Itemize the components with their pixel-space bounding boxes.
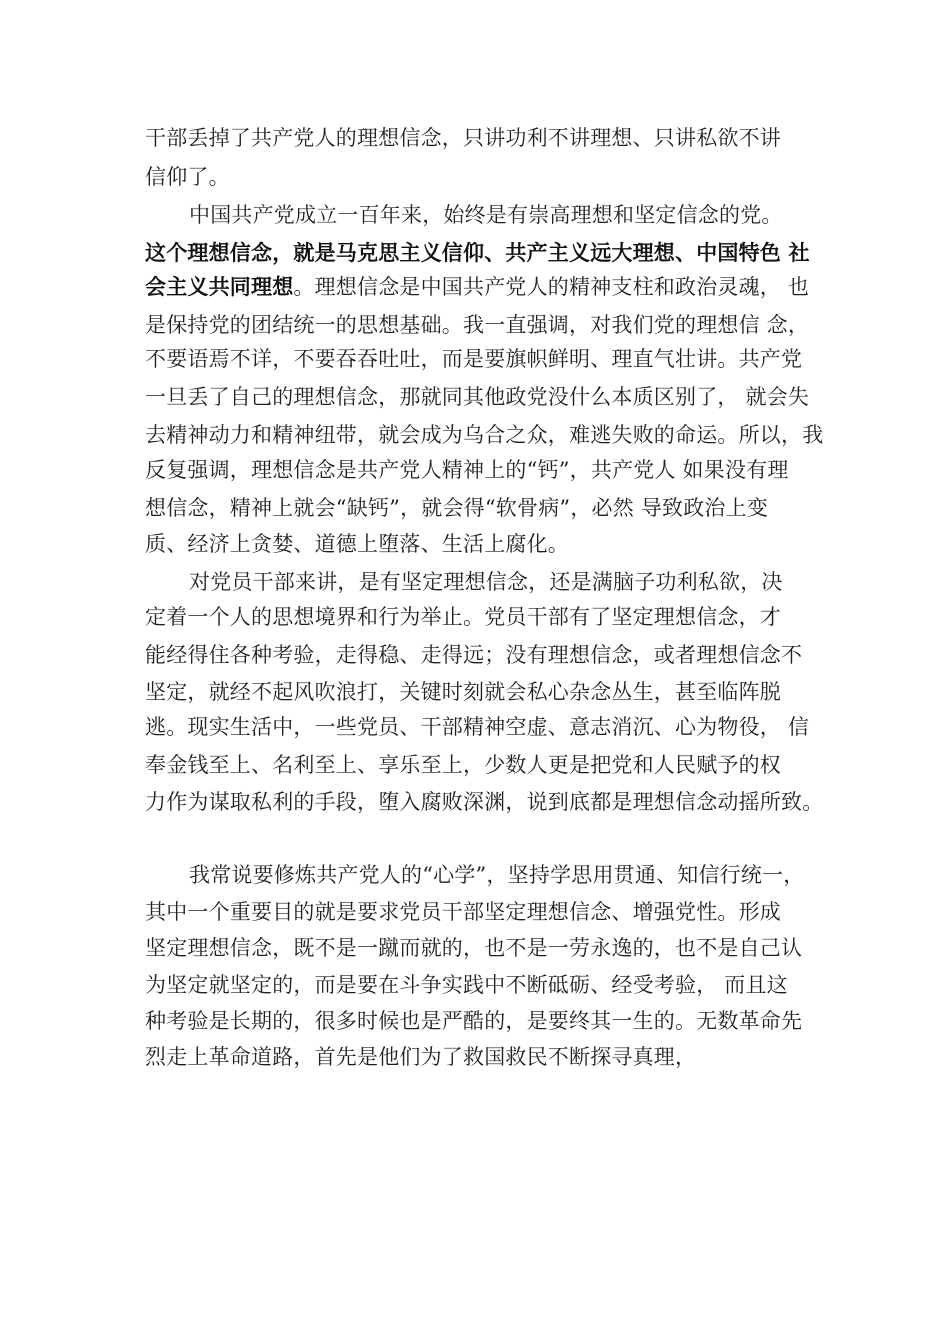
paragraph-start-line: 我常说要修炼共产党人的“心学”，坚持学思用贯通、知信行统一， (189, 863, 805, 887)
text-line: 一旦丢了自己的理想信念，那就同其他政党没什么本质区别了， 就会失 (145, 385, 810, 409)
text-line: 不要语焉不详，不要吞吞吐吐，而是要旗帜鲜明、理直气壮讲。共产党 (145, 347, 803, 371)
text-line: 坚定，就经不起风吹浪打，关键时刻就会私心杂念丛生，甚至临阵脱 (145, 680, 781, 704)
text-line: 为坚定就坚定的，而是要在斗争实践中不断砥砺、经受考验， 而且这 (145, 973, 788, 997)
text-line: 想信念，精神上就会“缺钙”，就会得“软骨病”，必然 导致政治上变 (145, 496, 769, 520)
text-line: 奉金钱至上、名利至上、享乐至上，少数人更是把党和人民赋予的权 (145, 753, 781, 777)
mixed-text-line: 会主义共同理想。理想信念是中国共产党人的精神支柱和政治灵魂， 也 (145, 274, 810, 299)
text-line: 去精神动力和精神纽带，就会成为乌合之众，难逃失败的命运。所以，我 (145, 423, 824, 447)
text-line: 坚定理想信念，既不是一蹴而就的，也不是一劳永逸的，也不是自己认 (145, 936, 803, 960)
text-line: 反复强调，理想信念是共产党人精神上的“钙”，共产党人 如果没有理 (145, 458, 789, 482)
text-line: 定着一个人的思想境界和行为举止。党员干部有了坚定理想信念，才 (145, 605, 781, 629)
text-line: 是保持党的团结统一的思想基础。我一直强调，对我们党的理想信 念， (145, 313, 810, 337)
text-line: 干部丢掉了共产党人的理想信念，只讲功利不讲理想、只讲私欲不讲 (145, 126, 781, 150)
text-line: 力作为谋取私利的手段，堕入腐败深渊，说到底都是理想信念动摇所致。 (145, 790, 824, 814)
text-line: 逃。现实生活中，一些党员、干部精神空虚、意志消沉、心为物役， 信 (145, 715, 810, 739)
text-line: 信仰了。 (145, 165, 230, 189)
text-line: 质、经济上贪婪、道德上堕落、生活上腐化。 (145, 532, 569, 556)
paragraph-start-line: 对党员干部来讲，是有坚定理想信念，还是满脑子功利私欲，决 (189, 570, 783, 594)
bold-text-line: 这个理想信念，就是马克思主义信仰、共产主义远大理想、中国特色 社 (145, 240, 810, 265)
text-line: 种考验是长期的，很多时候也是严酷的，是要终其一生的。无数革命先 (145, 1009, 803, 1033)
text-line: 能经得住各种考验，走得稳、走得远；没有理想信念，或者理想信念不 (145, 643, 803, 667)
text-line: 其中一个重要目的就是要求党员干部坚定理想信念、增强党性。形成 (145, 900, 781, 924)
text-line: 烈走上革命道路，首先是他们为了救国救民不断探寻真理， (145, 1045, 697, 1069)
paragraph-start-line: 中国共产党成立一百年来，始终是有崇高理想和坚定信念的党。 (189, 203, 783, 227)
